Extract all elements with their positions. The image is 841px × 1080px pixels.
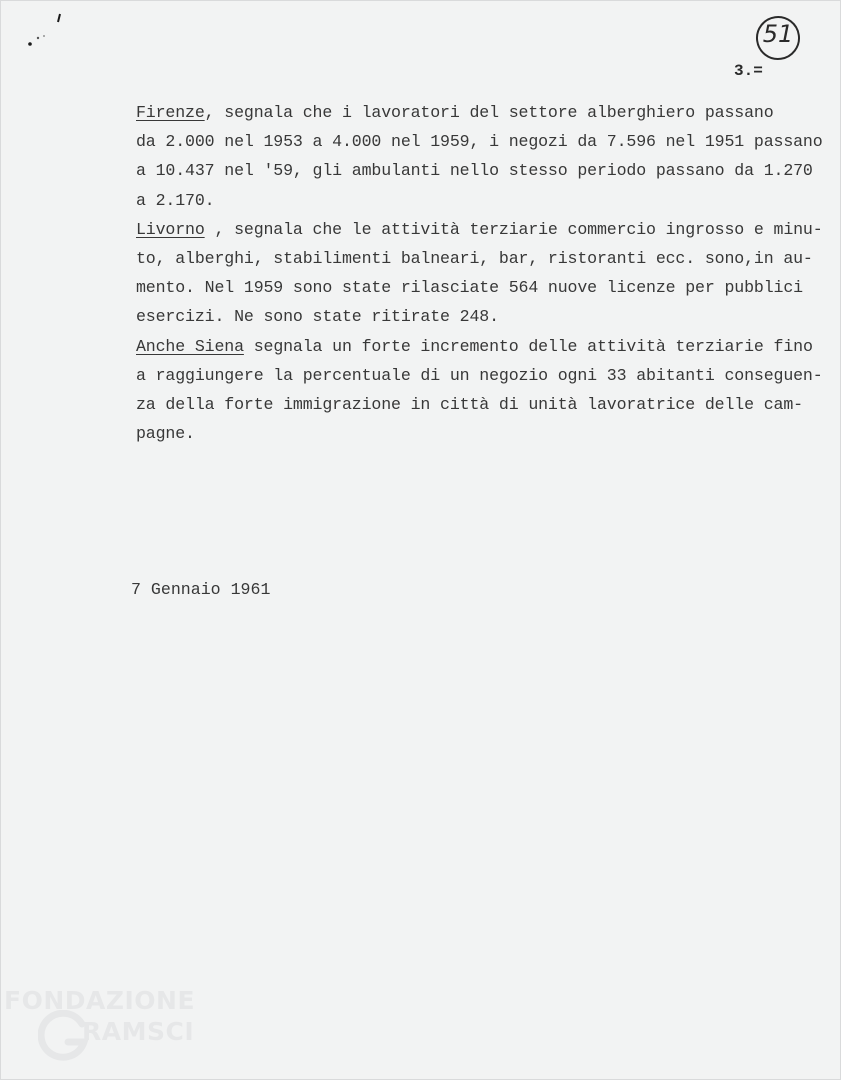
text-line: Anche Siena segnala un forte incremento delle attività terziarie fino (136, 336, 813, 356)
text-line: a raggiungere la percentuale di un negozio ogni 33 abitanti conseguen- (136, 365, 823, 385)
page-number: 3.= (734, 62, 763, 80)
text-line: pagne. (136, 424, 195, 444)
watermark-line-1: FONDAZIONE (4, 986, 196, 1015)
text-line: mento. Nel 1959 sono state rilasciate 564 nuove licenze per pubblici (136, 278, 803, 298)
text-line: a 10.437 nel '59, gli ambulanti nello stesso periodo passano da 1.270 (136, 161, 813, 181)
text-line: za della forte immigrazione in città di unità lavoratrice delle cam- (136, 395, 803, 415)
text-line: da 2.000 nel 1953 a 4.000 nel 1959, i negozi da 7.596 nel 1951 passano (136, 132, 823, 152)
underlined-city: Livorno (136, 219, 205, 239)
text-line: Firenze, segnala che i lavoratori del settore alberghiero passano (136, 103, 774, 122)
text-line: a 2.170. (136, 190, 215, 210)
document-date: 7 Gennaio 1961 (131, 580, 271, 599)
fondazione-gramsci-watermark (4, 986, 209, 1066)
underlined-city: Firenze (136, 103, 205, 122)
text-line: Livorno , segnala che le attività terziarie commercio ingrosso e minu- (136, 219, 823, 239)
text-line: esercizi. Ne sono state ritirate 248. (136, 307, 499, 327)
underlined-city: Anche Siena (136, 336, 244, 356)
paragraph-firenze (136, 98, 826, 215)
ink-marks (18, 8, 68, 50)
text-line: to, alberghi, stabilimenti balneari, bar, ristoranti ecc. sono,in au- (136, 249, 813, 269)
watermark-line-2: RAMSCI (82, 1017, 195, 1046)
archive-number-stamp (756, 16, 800, 60)
paragraph-siena (136, 332, 826, 449)
paragraph-livorno (136, 215, 826, 332)
archive-number: 51 (762, 20, 794, 48)
document-body (136, 98, 826, 448)
